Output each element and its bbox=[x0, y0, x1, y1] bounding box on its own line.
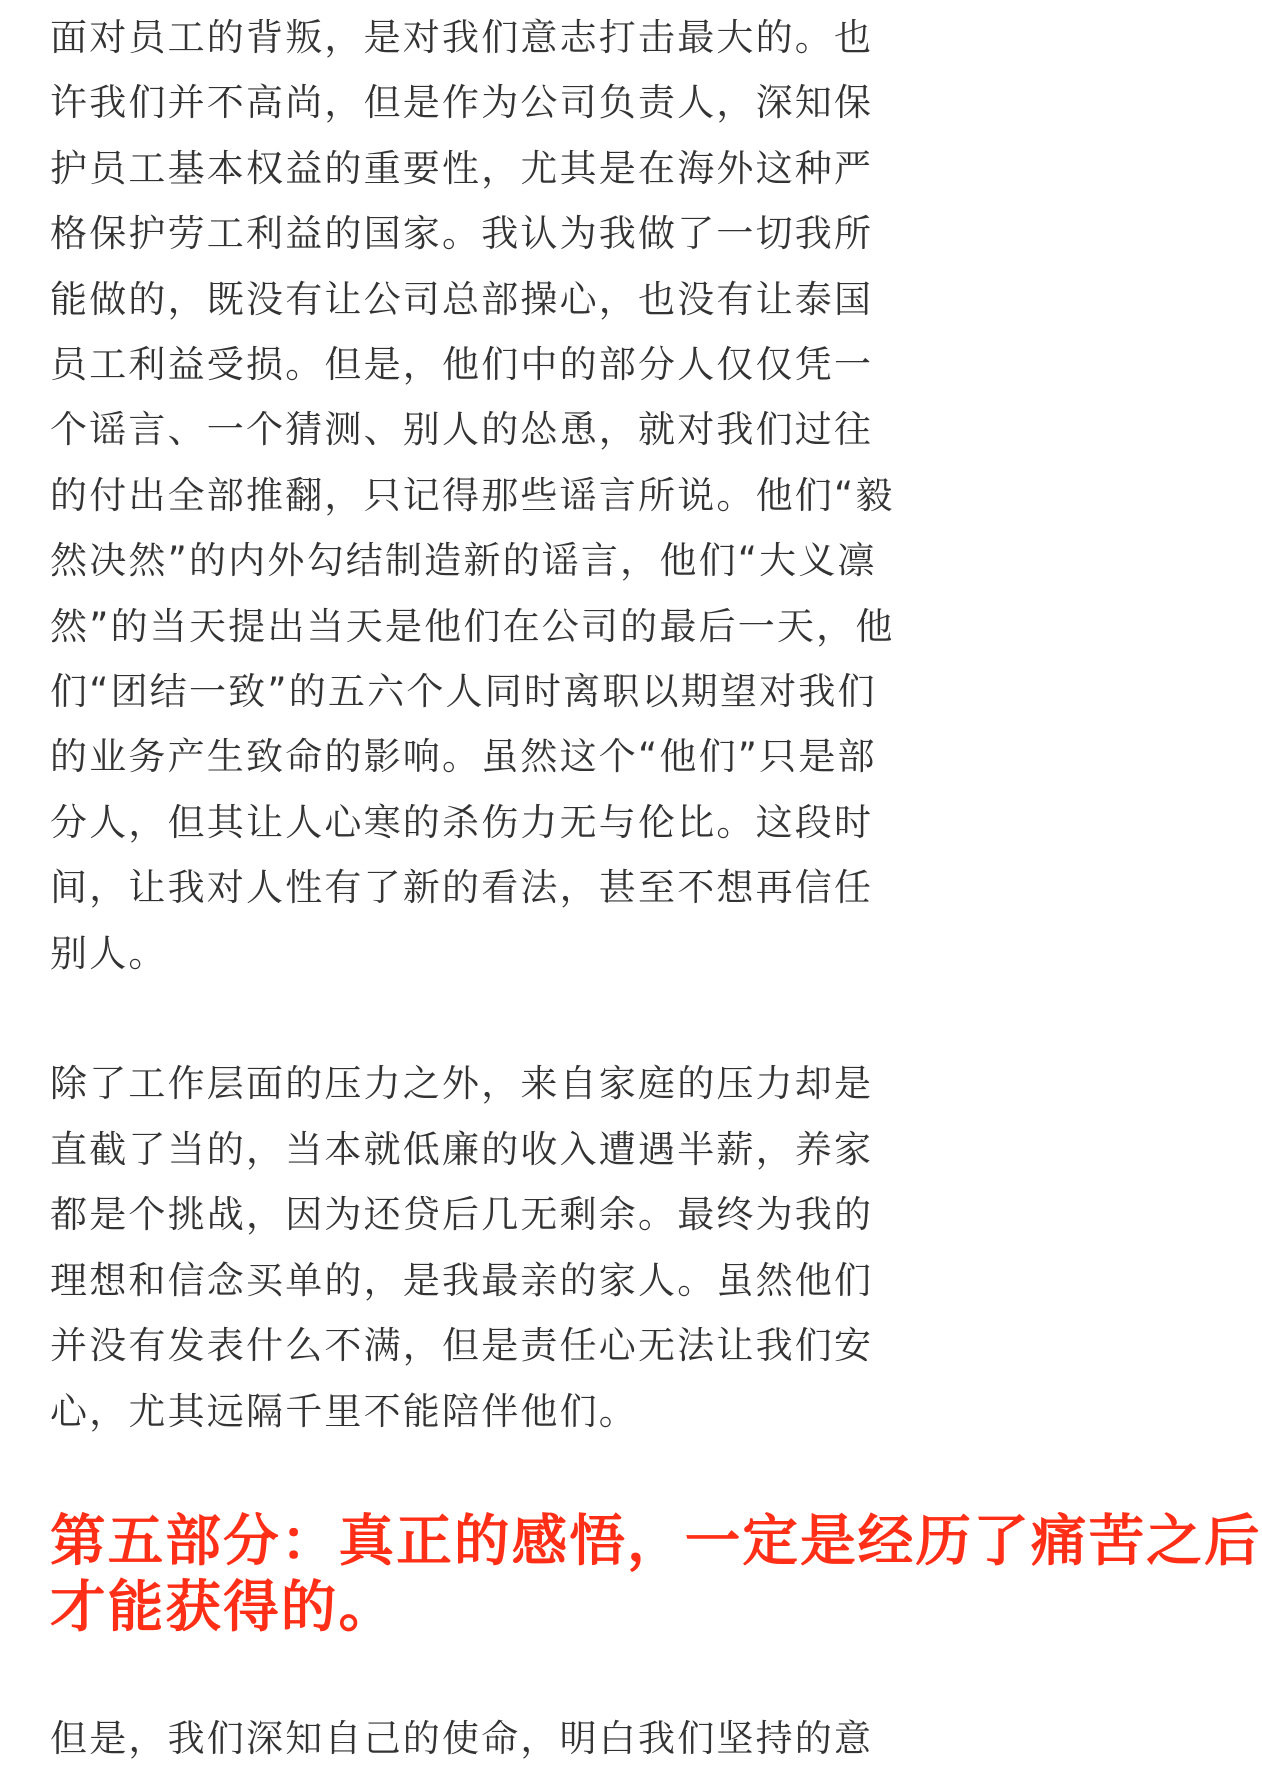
text-line: 直截了当的，当本就低廉的收入遭遇半薪，养家 bbox=[50, 1127, 874, 1171]
text-line: 许我们并不高尚，但是作为公司负责人，深知保 bbox=[50, 81, 874, 125]
text-line: 能做的，既没有让公司总部操心，也没有让泰国 bbox=[50, 277, 874, 321]
paragraph-spacer bbox=[50, 986, 926, 1051]
text-line: 心，尤其远隔千里不能陪伴他们。 bbox=[50, 1389, 638, 1433]
text-line: 们“团结一致”的五六个人同时离职以期望对我们 bbox=[50, 670, 877, 714]
paragraph-employee-betrayal bbox=[50, 5, 926, 986]
text-line: 除了工作层面的压力之外，来自家庭的压力却是 bbox=[50, 1062, 874, 1106]
text-line: 然”的当天提出当天是他们在公司的最后一天，他 bbox=[50, 604, 895, 648]
heading-line: 第五部分：真正的感悟，一定是经历了痛苦之后 bbox=[50, 1509, 1262, 1575]
text-line: 护员工基本权益的重要性，尤其是在海外这种严 bbox=[50, 146, 874, 190]
paragraph-spacer bbox=[50, 1444, 926, 1509]
paragraph-family-pressure bbox=[50, 1051, 926, 1443]
text-line: 别人。 bbox=[50, 931, 168, 975]
paragraph-mission bbox=[50, 1706, 926, 1771]
text-line: 间，让我对人性有了新的看法，甚至不想再信任 bbox=[50, 866, 874, 910]
text-line: 但是，我们深知自己的使命，明白我们坚持的意 bbox=[50, 1716, 874, 1760]
text-line: 的付出全部推翻，只记得那些谣言所说。他们“毅 bbox=[50, 473, 895, 517]
text-line: 并没有发表什么不满，但是责任心无法让我们安 bbox=[50, 1324, 874, 1368]
text-line: 个谣言、一个猜测、别人的怂恿，就对我们过往 bbox=[50, 408, 874, 452]
text-line: 员工利益受损。但是，他们中的部分人仅仅凭一 bbox=[50, 343, 874, 387]
article-body bbox=[50, 5, 1262, 1771]
text-line: 面对员工的背叛，是对我们意志打击最大的。也 bbox=[50, 16, 874, 59]
text-line: 理想和信念买单的，是我最亲的家人。虽然他们 bbox=[50, 1258, 874, 1302]
section-heading-part-five bbox=[50, 1509, 1262, 1640]
text-line: 格保护劳工利益的国家。我认为我做了一切我所 bbox=[50, 212, 874, 256]
text-line: 然决然”的内外勾结制造新的谣言，他们“大义凛 bbox=[50, 539, 877, 583]
text-line: 的业务产生致命的影响。虽然这个“他们”只是部 bbox=[50, 735, 877, 779]
heading-line: 才能获得的。 bbox=[50, 1574, 397, 1640]
text-line: 分人，但其让人心寒的杀伤力无与伦比。这段时 bbox=[50, 800, 874, 844]
paragraph-spacer bbox=[50, 1640, 926, 1705]
text-line: 都是个挑战，因为还贷后几无剩余。最终为我的 bbox=[50, 1193, 874, 1237]
